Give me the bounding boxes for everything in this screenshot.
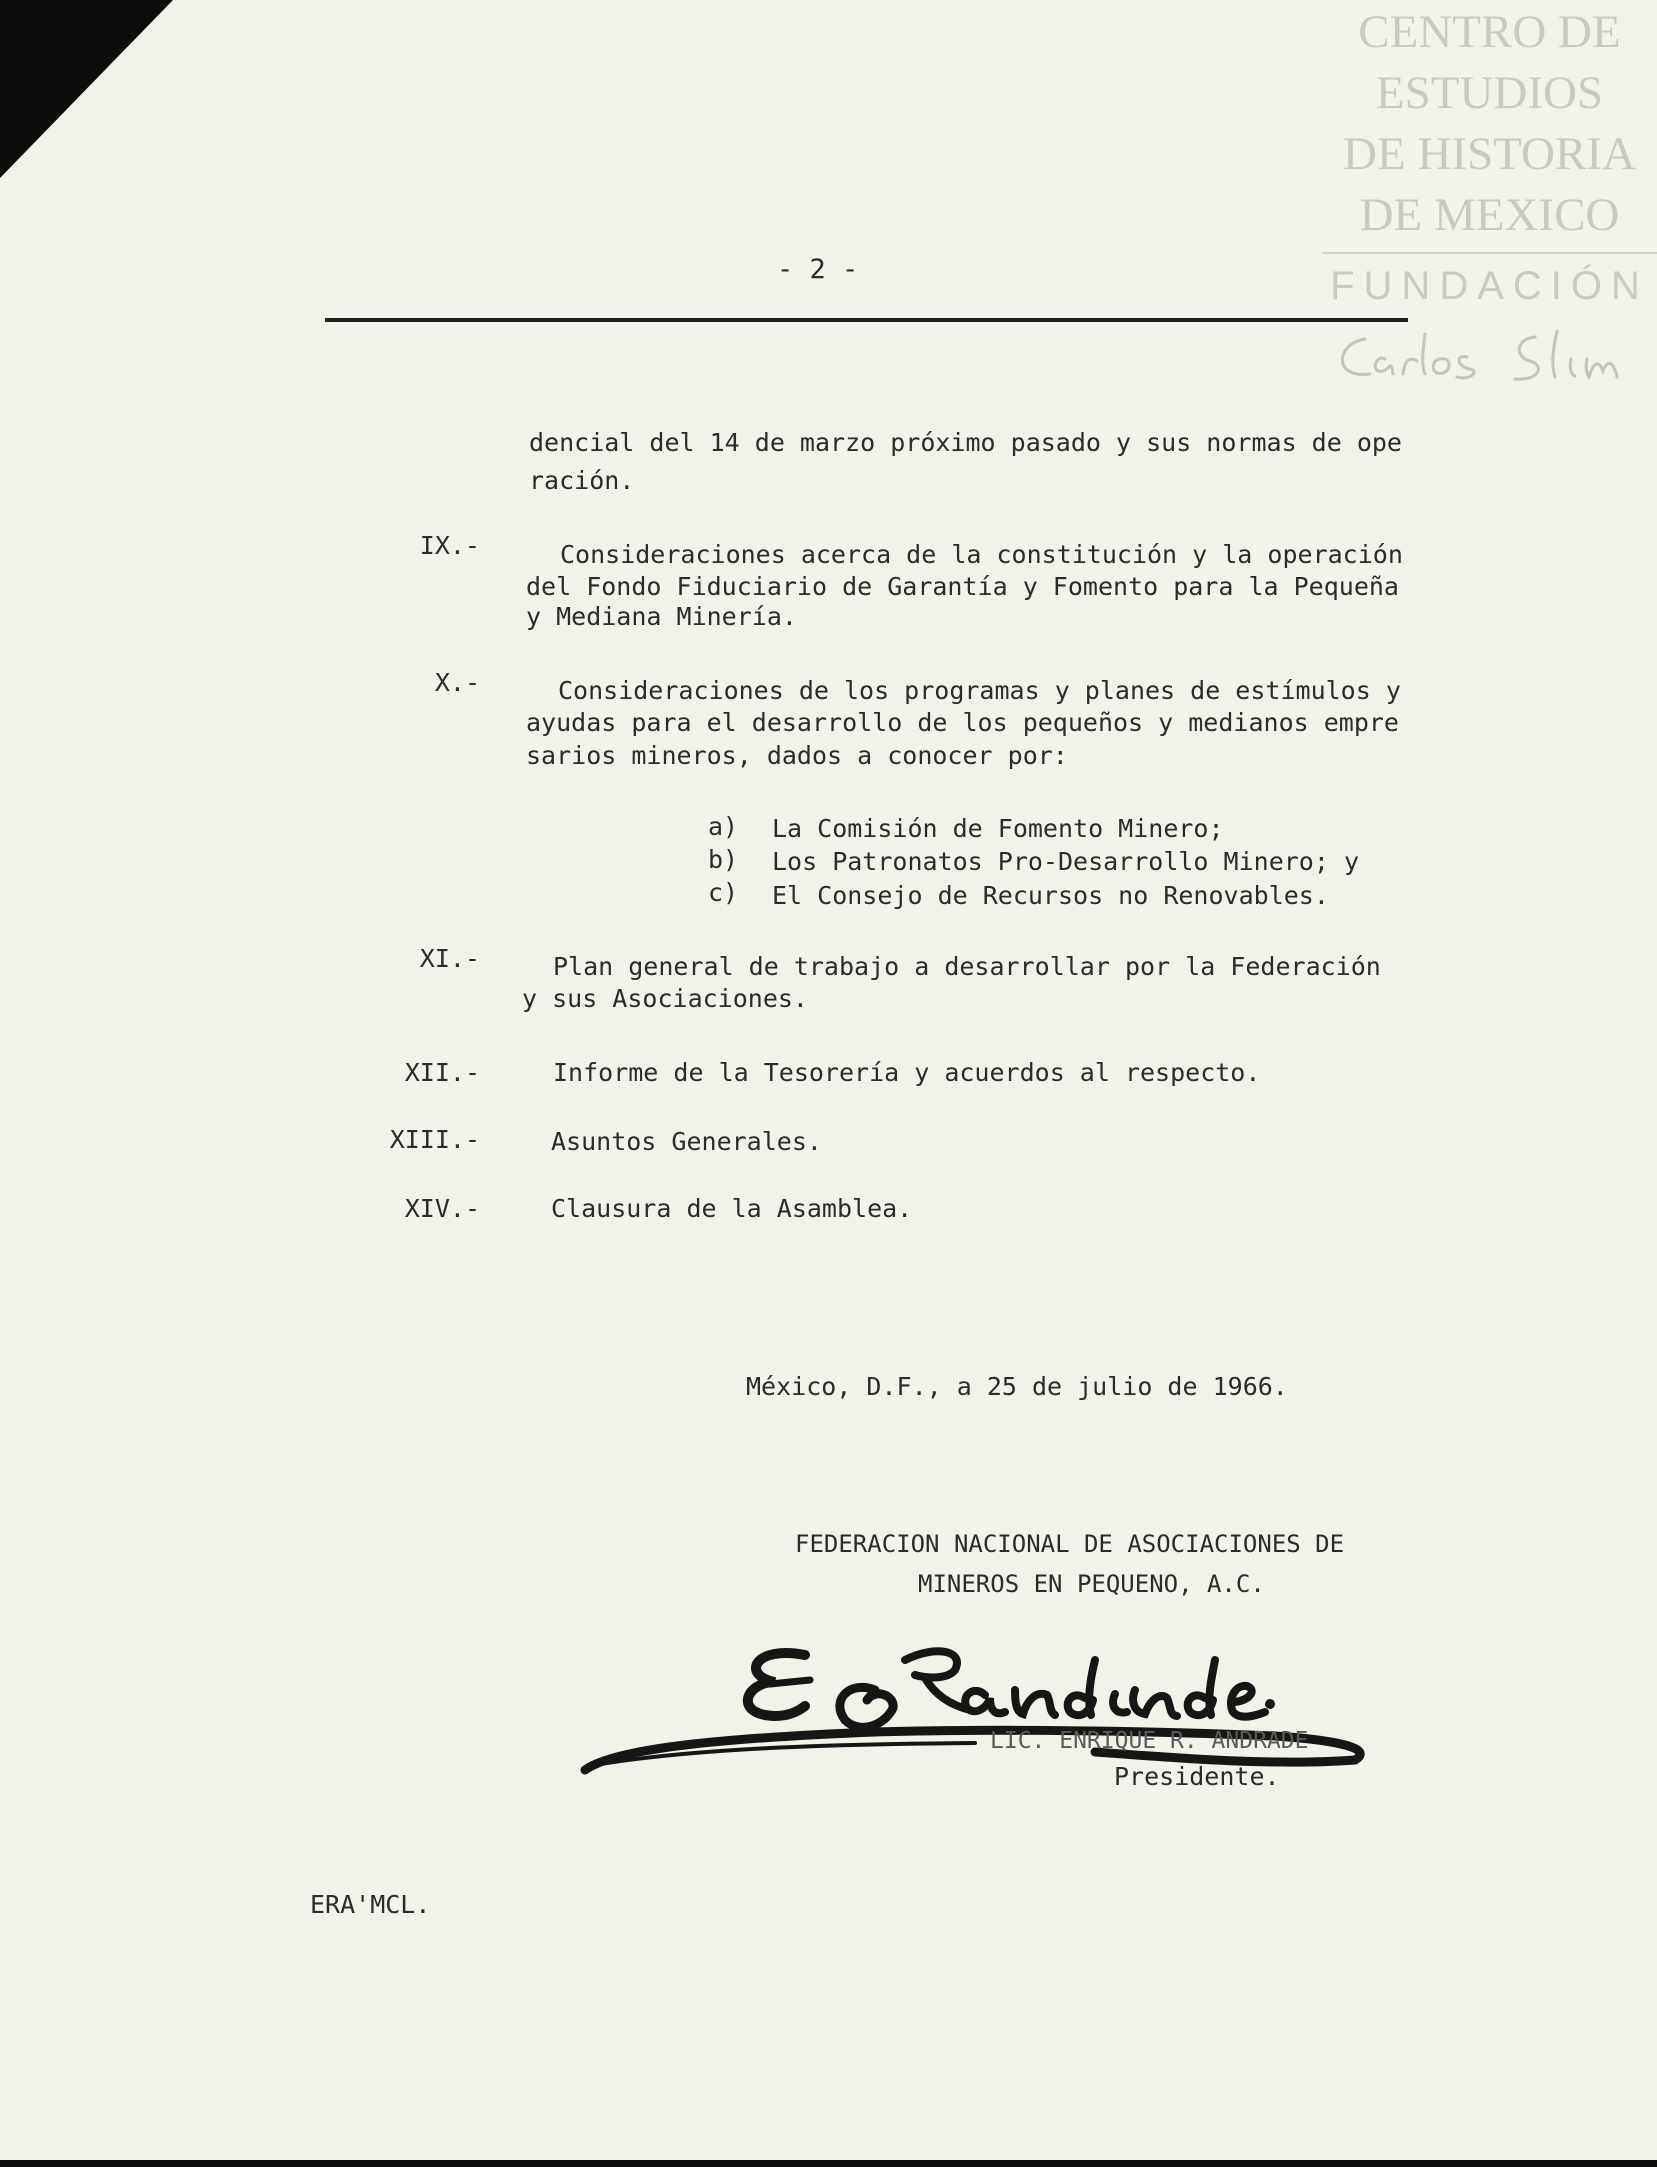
sub-item-a: La Comisión de Fomento Minero; xyxy=(772,814,1224,843)
sub-item-letter-b: b) xyxy=(708,845,739,874)
item-numeral-xiii: XIII.- xyxy=(389,1125,480,1154)
watermark-line-2: ESTUDIOS xyxy=(1375,67,1604,119)
item-numeral-xiv: XIV.- xyxy=(404,1194,480,1223)
item-x-line-3: sarios mineros, dados a conocer por: xyxy=(526,741,1068,770)
organization-line-1: FEDERACION NACIONAL DE ASOCIACIONES DE xyxy=(795,1530,1345,1558)
sub-item-letter-c: c) xyxy=(708,878,739,907)
item-xiii-line-1: Asuntos Generales. xyxy=(551,1127,822,1156)
reference-initials: ERA'MCL. xyxy=(310,1890,431,1919)
item-numeral-x: X.- xyxy=(434,668,480,697)
item-numeral-ix: IX.- xyxy=(419,531,480,560)
item-xi-line-1: Plan general de trabajo a desarrollar por la Federación xyxy=(553,952,1381,981)
date-line: México, D.F., a 25 de julio de 1966. xyxy=(746,1372,1288,1401)
item-ix-line-3: y Mediana Minería. xyxy=(526,602,797,631)
header-rule xyxy=(325,318,1408,322)
sub-item-letter-a: a) xyxy=(708,812,739,841)
watermark-line-3: DE HISTORIA xyxy=(1343,128,1636,180)
signer-title: Presidente. xyxy=(1114,1762,1280,1791)
item-numeral-xi: XI.- xyxy=(419,944,480,973)
sub-item-c: El Consejo de Recursos no Renovables. xyxy=(772,881,1329,910)
item-numeral-xii: XII.- xyxy=(404,1058,480,1087)
organization-line-2: MINEROS EN PEQUENO, A.C. xyxy=(918,1570,1265,1598)
item-xi-line-2: y sus Asociaciones. xyxy=(522,984,808,1013)
signer-name: LIC. ENRIQUE R. ANDRADE xyxy=(990,1728,1309,1754)
item-ix-line-2: del Fondo Fiduciario de Garantía y Fomento para la Pequeña xyxy=(526,572,1399,601)
sub-item-b: Los Patronatos Pro-Desarrollo Minero; y xyxy=(772,847,1359,876)
watermark-line-4: DE MEXICO xyxy=(1359,189,1620,241)
item-ix-line-1: Consideraciones acerca de la constitución y la operación xyxy=(560,540,1403,569)
handwritten-signature xyxy=(575,1620,1475,1796)
item-x-line-2: ayudas para el desarrollo de los pequeños y medianos empre xyxy=(526,708,1399,737)
item-x-line-1: Consideraciones de los programas y planes de estímulos y xyxy=(558,676,1401,705)
intro-line-1: dencial del 14 de marzo próximo pasado y sus normas de ope xyxy=(529,428,1402,457)
intro-line-2: ración. xyxy=(529,466,635,495)
watermark-line-1: CENTRO DE xyxy=(1358,6,1621,58)
item-xiv-line-1: Clausura de la Asamblea. xyxy=(551,1194,913,1223)
item-xii-line-1: Informe de la Tesorería y acuerdos al respecto. xyxy=(553,1058,1261,1087)
watermark-foundation: FUNDACIÓN xyxy=(1330,264,1649,308)
page-number: - 2 - xyxy=(777,254,859,285)
